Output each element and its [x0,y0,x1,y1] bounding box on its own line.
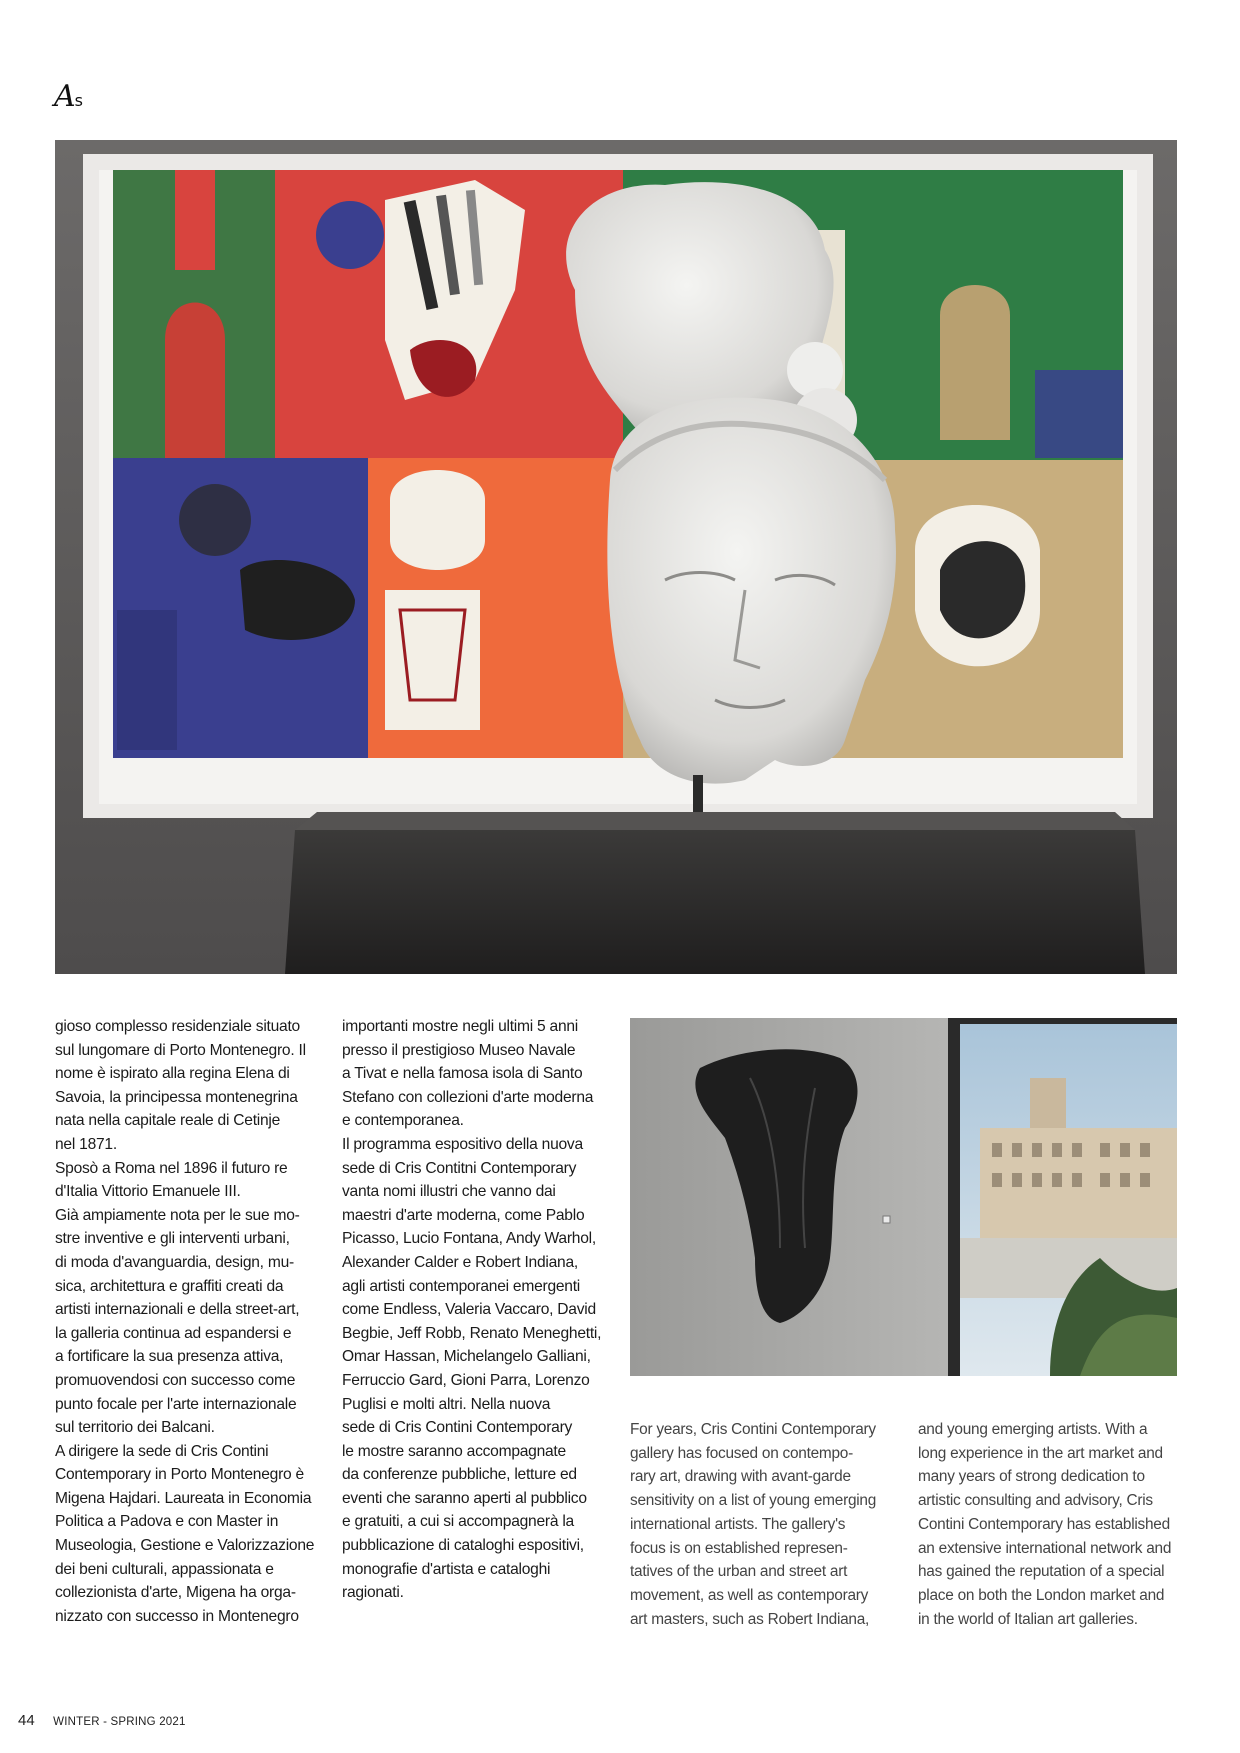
magazine-logo: As [54,79,83,114]
article-text-it-1: gioso complesso residenziale situato sul lungomare di Porto Montenegro. Il nome è ispirato alla regina Elena di Savoia, la principessa montenegrina nata nella capitale reale di Cetinje nel 1871. Sposò a Roma nel 1896 il futuro re d'Italia Vittorio Emanuele III. Già ampiamente nota per le sue mo- stre inventive e gli interventi urbani, di moda d'avanguardia, design, mu- sica, architettura e graffiti creati da artisti internazionali e della street-art, la galleria continua ad espandersi e a fortificare la sua presenza attiva, promuovendosi con successo come punto focale per l'arte internazionale sul territorio dei Balcani. A dirigere la sede di Cris Contini Contemporary in Porto Montenegro è Migena Hajdari. Laureata in Economia Politica a Padova e con Master in Museologia, Gestione e Valorizzazione dei beni culturali, appassionata e collezionista d'arte, Migena ha orga- nizzato con successo in Montenegro [55,1018,315,1625]
issue-label: WINTER - SPRING 2021 [53,1716,186,1728]
article-text-en-2: and young emerging artists. With a long experience in the art market and many years of strong dedication to artistic consulting and advisory, Cris Contini Contemporary has established an extensive international network and has gained the reputation of a special place on both the London market and in the world of Italian art galleries. [918,1421,1172,1628]
article-column-1 [55,1015,323,1628]
article-column-en-2 [918,1418,1180,1631]
article-column-en-1 [630,1418,892,1631]
hero-photo [55,140,1177,974]
article-text-it-2: importanti mostre negli ultimi 5 anni presso il prestigioso Museo Navale a Tivat e nella famosa isola di Santo Stefano con collezioni d'arte moderna e contemporanea. Il programma espositivo della nuova sede di Cris Contitni Contemporary vanta nomi illustri che vanno dai maestri d'arte moderna, come Pablo Picasso, Lucio Fontana, Andy Warhol, Alexander Calder e Robert Indiana, agli artisti contemporanei emergenti come Endless, Valeria Vaccaro, David Begbie, Jeff Robb, Renato Meneghetti, Omar Hassan, Michelangelo Galliani, Ferruccio Gard, Gioni Parra, Lorenzo Puglisi e molti altri. Nella nuova sede di Cris Contini Contemporary le mostre saranno accompagnate da conferenze pubbliche, letture ed eventi che saranno aperti al pubblico e gratuiti, a cui si accompagnerà la pubblicazione di cataloghi espositivi, monografie d'artista e cataloghi ragionati. [342,1018,602,1602]
gallery-interior-photo [630,1018,1177,1376]
page-footer [18,1712,186,1730]
article-column-2 [342,1015,610,1605]
page-number: 44 [18,1712,35,1729]
article-text-en-1: For years, Cris Contini Contemporary gallery has focused on contempo- rary art, drawing with avant-garde sensitivity on a list of young emerging international artists. The gallery's focus is on established represen- tatives of the urban and street art movement, as well as contemporary art masters, such as Robert Indiana, [630,1421,877,1628]
